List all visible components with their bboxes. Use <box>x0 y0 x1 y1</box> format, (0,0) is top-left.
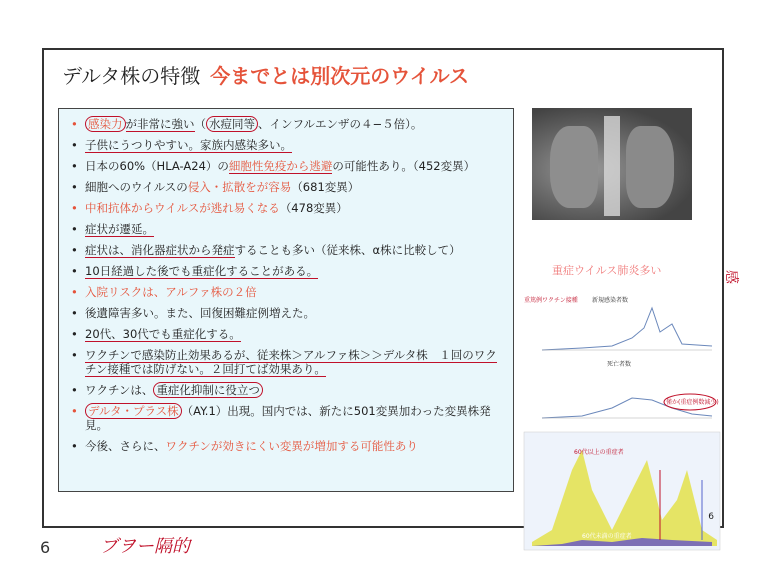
bullet-text: 今後、さらに、 <box>85 439 166 453</box>
bullet-text: 侵入・拡散をが容易 <box>187 180 292 194</box>
page-number: 6 <box>40 538 51 557</box>
bullet-list <box>59 109 513 453</box>
vaccine-chart <box>522 288 722 428</box>
bullet-text: 20代、30代でも重症化する。 <box>85 327 241 341</box>
bullet-text: 症状が遷延。 <box>85 222 154 236</box>
bullet-text: （AY.1）出現。国内では、新たに501変異加わった変異株発見。 <box>85 404 491 432</box>
bullet-item <box>69 264 505 278</box>
margin-note: 感 <box>723 270 739 284</box>
chart1-label-annot: 僅か(重症例数減少) <box>666 399 719 406</box>
bullet-text: 10日経過した後でも重症化することがある。 <box>85 264 319 278</box>
xray-image <box>532 108 692 220</box>
bullet-text: 水痘同等 <box>206 116 258 132</box>
slide-page-number: 6 <box>708 512 714 522</box>
bullet-text: の可能性あり。（452変異） <box>332 159 476 173</box>
bullet-text: することも多い（従来株、α株に比較して） <box>234 243 461 257</box>
chart2-label-top: 60代以上の重症者 <box>574 449 624 456</box>
handwritten-note: ブヲー隔的 <box>100 536 190 557</box>
bullet-text: 日本の60%（HLA-A24）の <box>85 159 229 173</box>
bullet-item <box>69 383 505 397</box>
bullet-text: 症状は、 <box>85 243 131 257</box>
chart1-label-mid: 死亡者数 <box>607 361 632 368</box>
bullet-text: 重症化抑制に役立つ <box>153 382 263 398</box>
bullet-item <box>69 117 505 131</box>
chart1-label-left: 重篤例ワクチン接種 <box>524 297 578 304</box>
bullet-text: 後遺障害多い。また、回復困難症例増えた。 <box>85 306 315 320</box>
bullet-text: 消化器症状から発症 <box>131 243 235 257</box>
bullet-item <box>69 243 505 257</box>
bullet-item <box>69 348 505 376</box>
bullet-item <box>69 404 505 432</box>
bullet-item <box>69 327 505 341</box>
bullet-item <box>69 159 505 173</box>
bullet-text: （ <box>194 117 206 131</box>
bullet-item <box>69 285 505 299</box>
chart1-label-top: 新規感染者数 <box>592 297 629 304</box>
bullet-text: デルタ・プラス株 <box>85 403 182 419</box>
severe-cases-chart <box>522 430 722 558</box>
bullet-text: 細胞性免疫から逃避 <box>228 159 333 173</box>
bullet-text: ワクチンは、 <box>85 383 154 397</box>
bullet-item <box>69 201 505 215</box>
content-box <box>58 108 514 492</box>
bullet-text: 子供にうつりやすい。家族内感染多い。 <box>85 138 292 152</box>
bullet-item <box>69 306 505 320</box>
slide-title <box>62 60 469 89</box>
bullet-text: 入院リスクは、アルファ株の２倍 <box>85 285 257 299</box>
bullet-text: （478変異） <box>279 201 348 215</box>
bullet-text: 中和抗体からウイルスが逃れ易くなる <box>85 201 280 215</box>
bullet-item <box>69 222 505 236</box>
xray-caption: 重症ウイルス肺炎多い <box>552 264 662 277</box>
title-main: デルタ株の特徴 <box>62 64 201 88</box>
slide <box>42 48 724 540</box>
title-sub: 今までとは別次元のウイルス <box>210 64 470 88</box>
bullet-text: 細胞へのウイルスの <box>85 180 188 194</box>
bullet-text: が非常に強い <box>125 117 195 131</box>
bullet-item <box>69 180 505 194</box>
bullet-text: 、インフルエンザの４−５倍）。 <box>258 117 423 131</box>
bullet-item <box>69 439 505 453</box>
bullet-item <box>69 138 505 152</box>
bullet-text: ワクチンが効きにくい変異が増加する可能性あり <box>165 439 418 453</box>
bullet-text: 感染力 <box>85 116 126 132</box>
chart2-label-bottom: 60代未満の重症者 <box>582 533 632 540</box>
bullet-text: （681変異） <box>291 180 360 194</box>
bullet-text: ワクチンで感染防止効果あるが、従来株＞アルファ株＞＞デルタ株 １回のワクチン接種では防げない。２回打てば効果あり。 <box>85 348 497 376</box>
